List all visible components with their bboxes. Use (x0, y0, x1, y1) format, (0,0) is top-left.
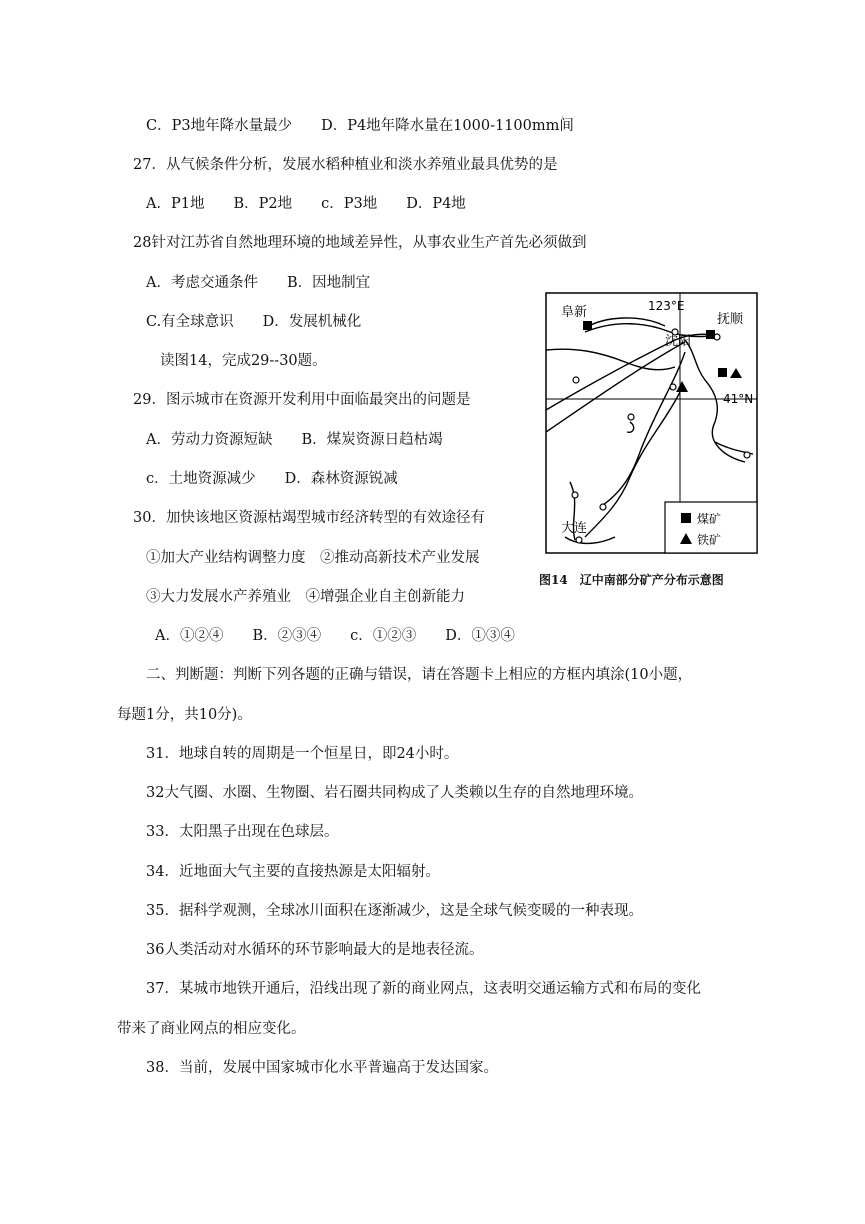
question-29: 29．图示城市在资源开发利用中面临最突出的问题是 (133, 392, 471, 408)
question-33: 33．太阳黑子出现在色球层。 (146, 824, 339, 840)
legend-coal-symbol (681, 513, 691, 523)
question-37-cont: 带来了商业网点的相应变化。 (117, 1021, 306, 1037)
q30-statements-34: ③大力发展水产养殖业 ④增强企业自主创新能力 (146, 589, 465, 605)
read-instruction: 读图14，完成29--30题。 (160, 353, 327, 369)
q29-options-cd: c．土地资源减少 D．森林资源锐减 (146, 471, 398, 487)
question-37: 37．某城市地铁开通后，沿线出现了新的商业网点，这表明交通运输方式和布局的变化 (146, 981, 701, 997)
q30-options: A．①②④ B．②③④ c．①②③ D．①③④ (155, 628, 515, 644)
question-36: 36人类活动对水循环的环节影响最大的是地表径流。 (146, 942, 484, 958)
q28-options-ab: A．考虑交通条件 B．因地制宜 (146, 275, 371, 291)
question-30: 30．加快该地区资源枯竭型城市经济转型的有效途径有 (133, 510, 485, 526)
label-latitude: 41°N (723, 392, 754, 406)
label-longitude: 123°E (648, 299, 685, 313)
legend-iron-label: 铁矿 (697, 533, 722, 547)
label-fushun: 抚顺 (717, 312, 744, 327)
question-27: 27．从气候条件分析，发展水稻种植业和淡水养殖业最具优势的是 (133, 157, 558, 173)
q30-statements-12: ①加大产业结构调整力度 ②推动高新技术产业发展 (146, 550, 480, 566)
label-fuxin: 阜新 (561, 305, 588, 320)
q28-options-cd: C.有全球意识 D．发展机械化 (146, 314, 362, 330)
anshan-marker (670, 384, 676, 390)
question-35: 35．据科学观测，全球冰川面积在逐渐减少，这是全球气候变暖的一种表现。 (146, 903, 643, 919)
coal-mine-fuxin (583, 321, 592, 330)
question-38: 38．当前，发展中国家城市化水平普遍高于发达国家。 (146, 1060, 498, 1076)
question-31: 31．地球自转的周期是一个恒星日，即24小时。 (146, 746, 459, 762)
question-32: 32大气圈、水圈、生物圈、岩石圈共同构成了人类赖以生存的自然地理环境。 (146, 785, 643, 801)
question-28: 28针对江苏省自然地理环境的地域差异性，从事农业生产首先必须做到 (133, 235, 587, 251)
label-dalian: 大连 (561, 521, 588, 536)
legend-coal-label: 煤矿 (697, 512, 722, 526)
coal-mine-fushun (706, 330, 715, 339)
coal-mine-benxi (718, 368, 727, 377)
mineral-distribution-map (545, 292, 758, 554)
question-34: 34．近地面大气主要的直接热源是太阳辐射。 (146, 864, 440, 880)
q27-options: A．P1地 B．P2地 c．P3地 D．P4地 (146, 196, 466, 212)
q26-options-cd: C．P3地年降水量最少 D．P4地年降水量在1000-1100mm间 (146, 118, 574, 134)
section-2-heading: 二、判断题：判断下列各题的正确与错误，请在答题卡上相应的方框内填涂(10小题， (146, 667, 693, 683)
label-shenyang: 沈阳 (665, 334, 692, 349)
q29-options-ab: A．劳动力资源短缺 B．煤炭资源日趋枯竭 (146, 432, 443, 448)
map-caption: 图14 辽中南部分矿产分布示意图 (539, 573, 724, 587)
section-2-heading-cont: 每题1分，共10分)。 (117, 707, 252, 723)
